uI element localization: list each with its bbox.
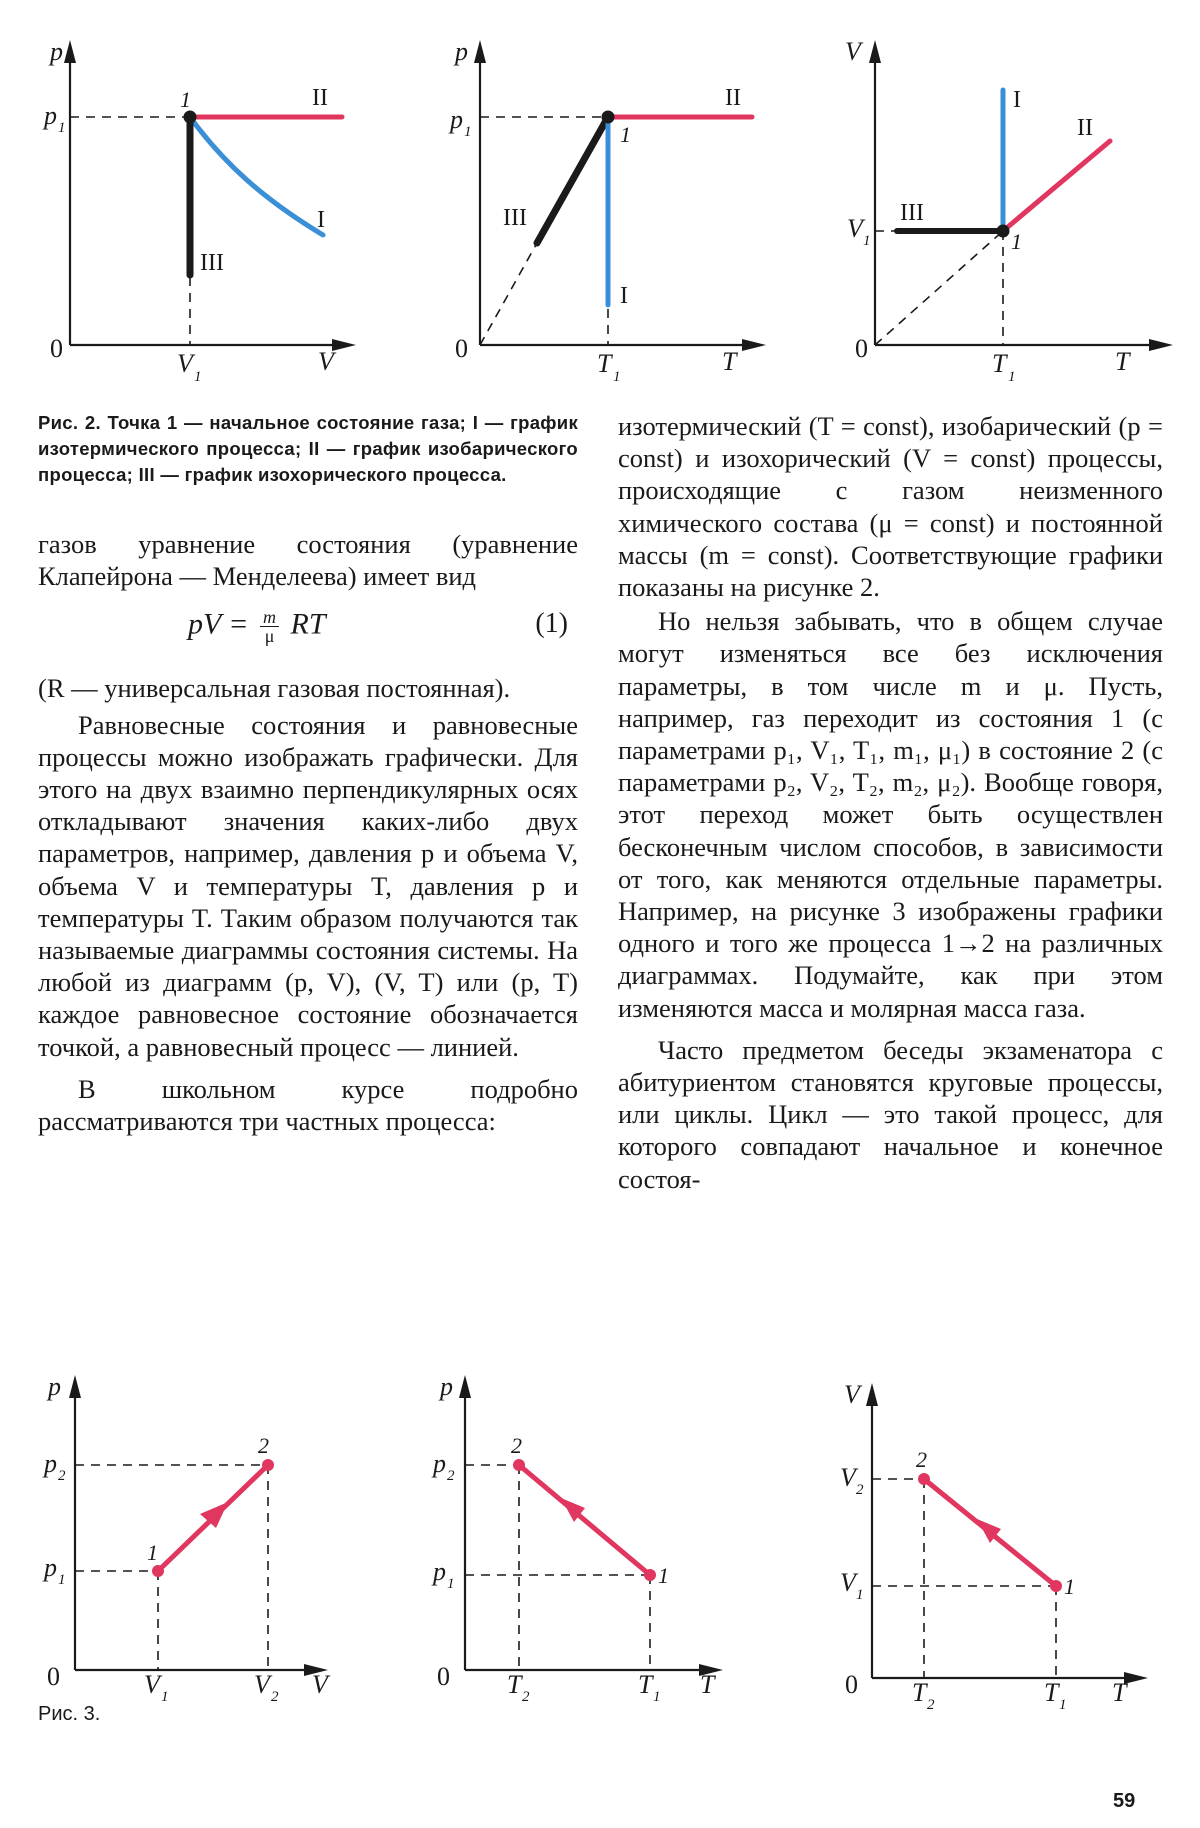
- x-axis-arrow-icon: [332, 339, 356, 351]
- formula-number: (1): [535, 608, 568, 640]
- state-point-1: [1050, 1580, 1062, 1592]
- axis-label-t: T: [1112, 1678, 1127, 1707]
- origin-label: 0: [50, 334, 63, 363]
- p1-label-sub: 1: [58, 120, 66, 136]
- t2-label: T: [507, 1670, 522, 1699]
- p1-label-sub: 1: [464, 124, 472, 140]
- fig2-pt-diagram: [440, 35, 770, 395]
- curve-II-label: II: [725, 85, 741, 111]
- origin-label: 0: [455, 334, 468, 363]
- v1-label: V: [177, 349, 193, 378]
- curve-I-label: I: [317, 207, 325, 233]
- isotherm-curve-I: [190, 117, 323, 235]
- right-paragraph-2: Но нельзя забывать, что в общем случае могут изменяться все без исключения параметры, в том числе m и μ. Пусть, например, газ переходит из состояния 1 (с параметрами p₁, V₁, T₁, m₁, μ₁) в состояние 2 (с параметрами p₂, V₂, T₂, m₂, μ₂). Вообще говоря, этот переход может быть осуществлен бесконечным числом способов, в зависимости от того, как меняются отдельные параметры. Например, на рисунке 3 изображены графики одного и того же процесса 1→2 на различных диаграммах. Подумайте, как при этом изменяются масса и молярная масса газа.: [618, 606, 1163, 1023]
- axis-label-t: T: [1115, 347, 1130, 376]
- y-axis-arrow-icon: [459, 1375, 471, 1398]
- point-2-label: 2: [258, 1433, 269, 1458]
- axis-label-v: V: [318, 347, 334, 376]
- origin-ray: [875, 231, 1003, 345]
- curve-III-label: III: [900, 200, 924, 226]
- y-axis-arrow-icon: [869, 40, 881, 63]
- v1-label-sub: 1: [194, 369, 202, 385]
- left-paragraph-4: В школьном курсе подробно рассматриваются три частных процесса:: [38, 1073, 578, 1137]
- fig3-pt-diagram: [425, 1370, 755, 1705]
- page-number: 59: [1113, 1790, 1136, 1812]
- point-1-label: 1: [147, 1540, 158, 1565]
- v2-label-sub: 2: [856, 1482, 864, 1498]
- isobar-line-II: [1003, 141, 1110, 231]
- y-axis-arrow-icon: [474, 40, 486, 63]
- left-text-column: [38, 528, 578, 1137]
- axis-label-p: p: [455, 37, 468, 66]
- state-point-2: [918, 1473, 930, 1485]
- point-1-label: 1: [658, 1563, 669, 1588]
- curve-III-label: III: [200, 250, 224, 276]
- origin-ray: [480, 243, 537, 345]
- point-1-label: 1: [1064, 1574, 1075, 1599]
- figure-2-caption: Рис. 2. Точка 1 — начальное состояние газа; I — график изотермического процесса; II — график изобарического процесса; III — график изохорического процесса.: [38, 412, 578, 485]
- x-axis-arrow-icon: [742, 339, 766, 351]
- t1-label: T: [597, 349, 612, 378]
- state-point-2: [513, 1459, 525, 1471]
- state-point-1: [184, 111, 197, 124]
- curve-I-label: I: [620, 283, 628, 309]
- right-paragraph-3: Часто предметом беседы экзаменатора с абитуриентом становятся круговые процессы, или циклы. Цикл — это такой процесс, для которого совпадают начальное и конечное состоя-: [618, 1034, 1163, 1194]
- y-axis-arrow-icon: [64, 40, 76, 63]
- axis-label-v: V: [844, 1380, 860, 1409]
- t2-label-sub: 2: [522, 1689, 530, 1705]
- t1-label-sub: 1: [1059, 1697, 1067, 1713]
- t1-label: T: [1044, 1678, 1059, 1707]
- v1-label: V: [840, 1568, 856, 1597]
- state-point-1: [602, 111, 615, 124]
- v1-label-sub: 1: [856, 1587, 864, 1603]
- origin-label: 0: [437, 1662, 450, 1691]
- point-2-label: 2: [511, 1433, 522, 1458]
- v1-label: V: [144, 1670, 160, 1699]
- origin-label: 0: [845, 1670, 858, 1699]
- curve-II-label: II: [312, 85, 328, 111]
- p2-label-sub: 2: [447, 1468, 455, 1484]
- point-2-label: 2: [916, 1447, 927, 1472]
- axis-label-v: V: [845, 37, 861, 66]
- x-axis-arrow-icon: [1124, 1672, 1148, 1684]
- isochor-line-III: [537, 117, 608, 243]
- t2-label-sub: 2: [927, 1697, 935, 1713]
- origin-label: 0: [855, 334, 868, 363]
- x-axis-arrow-icon: [1149, 339, 1173, 351]
- formula-expression: [188, 608, 326, 645]
- left-paragraph-3: Равновесные состояния и равновесные процессы можно изображать графически. Для этого на двух взаимно перпендикулярных осях откладывают значения каких-либо двух параметров, например, давления p и объема V, объема V и температуры T, давления p и температуры T. Таким образом получаются так называемые диаграммы состояния системы. На любой из диаграмм (p, V), (V, T) или (p, T) каждое равновесное состояние обозначается точкой, а равновесный процесс — линией.: [38, 709, 578, 1062]
- curve-II-label: II: [1077, 115, 1093, 141]
- curve-III-label: III: [503, 205, 527, 231]
- axis-label-p: p: [50, 37, 63, 66]
- p1-label-sub: 1: [447, 1576, 455, 1592]
- v1-label-sub: 1: [161, 1689, 169, 1705]
- axis-label-t: T: [722, 347, 737, 376]
- formula-numerator: m: [260, 608, 279, 627]
- y-axis-arrow-icon: [866, 1383, 878, 1406]
- v2-label-sub: 2: [271, 1689, 279, 1705]
- curve-I-label: I: [1013, 87, 1021, 113]
- formula-rhs: RT: [290, 607, 326, 641]
- point-1-label: 1: [1011, 229, 1022, 254]
- right-paragraph-1: изотермический (T = const), изобарический (p = const) и изохорический (V = const) процессы, происходящие с газом неизменного химического состава (μ = const) и постоянной массы (m = const). Соответствующие графики показаны на рисунке 2.: [618, 411, 1163, 603]
- figure-3-caption: Рис. 3.: [38, 1703, 101, 1725]
- v1-label: V: [847, 214, 863, 243]
- t1-label-sub: 1: [653, 1689, 661, 1705]
- state-point-1: [152, 1565, 164, 1577]
- axis-label-p: p: [440, 1372, 453, 1401]
- t1-label: T: [638, 1670, 653, 1699]
- p1-label: p: [44, 101, 57, 130]
- p1-label-sub: 1: [58, 1572, 66, 1588]
- axis-label-t: T: [700, 1670, 715, 1699]
- axis-label-v: V: [312, 1670, 328, 1699]
- state-point-1: [997, 225, 1010, 238]
- formula-fraction: [260, 608, 279, 645]
- state-point-2: [262, 1459, 274, 1471]
- point-1-label: 1: [180, 87, 191, 112]
- p1-label: p: [433, 1557, 446, 1586]
- axis-label-p: p: [48, 1372, 61, 1401]
- fig3-pv-diagram: [30, 1370, 360, 1705]
- p2-label: p: [433, 1449, 446, 1478]
- left-paragraph-2: (R — универсальная газовая постоянная).: [38, 673, 511, 704]
- p1-label: p: [44, 1553, 57, 1582]
- t2-label: T: [912, 1678, 927, 1707]
- formula-1: [38, 600, 578, 658]
- p2-label-sub: 2: [58, 1468, 66, 1484]
- v2-label: V: [840, 1463, 856, 1492]
- v2-label: V: [254, 1670, 270, 1699]
- fig2-vt-diagram: [845, 35, 1175, 395]
- fig2-pv-diagram: [30, 35, 360, 395]
- p1-label: p: [450, 105, 463, 134]
- left-paragraph-1: газов уравнение состояния (уравнение Клапейрона — Менделеева) имеет вид: [38, 529, 578, 592]
- formula-lhs: pV =: [188, 607, 249, 641]
- formula-denominator: μ: [264, 626, 275, 647]
- t1-label-sub: 1: [1008, 369, 1016, 385]
- process-line-1-2: [519, 1465, 650, 1575]
- t1-label: T: [992, 349, 1007, 378]
- p2-label: p: [44, 1449, 57, 1478]
- y-axis-arrow-icon: [69, 1375, 81, 1398]
- state-point-1: [644, 1569, 656, 1581]
- right-text-column: [618, 410, 1163, 1195]
- t1-label-sub: 1: [613, 369, 621, 385]
- fig3-vt-diagram: [840, 1378, 1170, 1713]
- v1-label-sub: 1: [863, 233, 871, 249]
- point-1-label: 1: [620, 122, 631, 147]
- origin-label: 0: [47, 1662, 60, 1691]
